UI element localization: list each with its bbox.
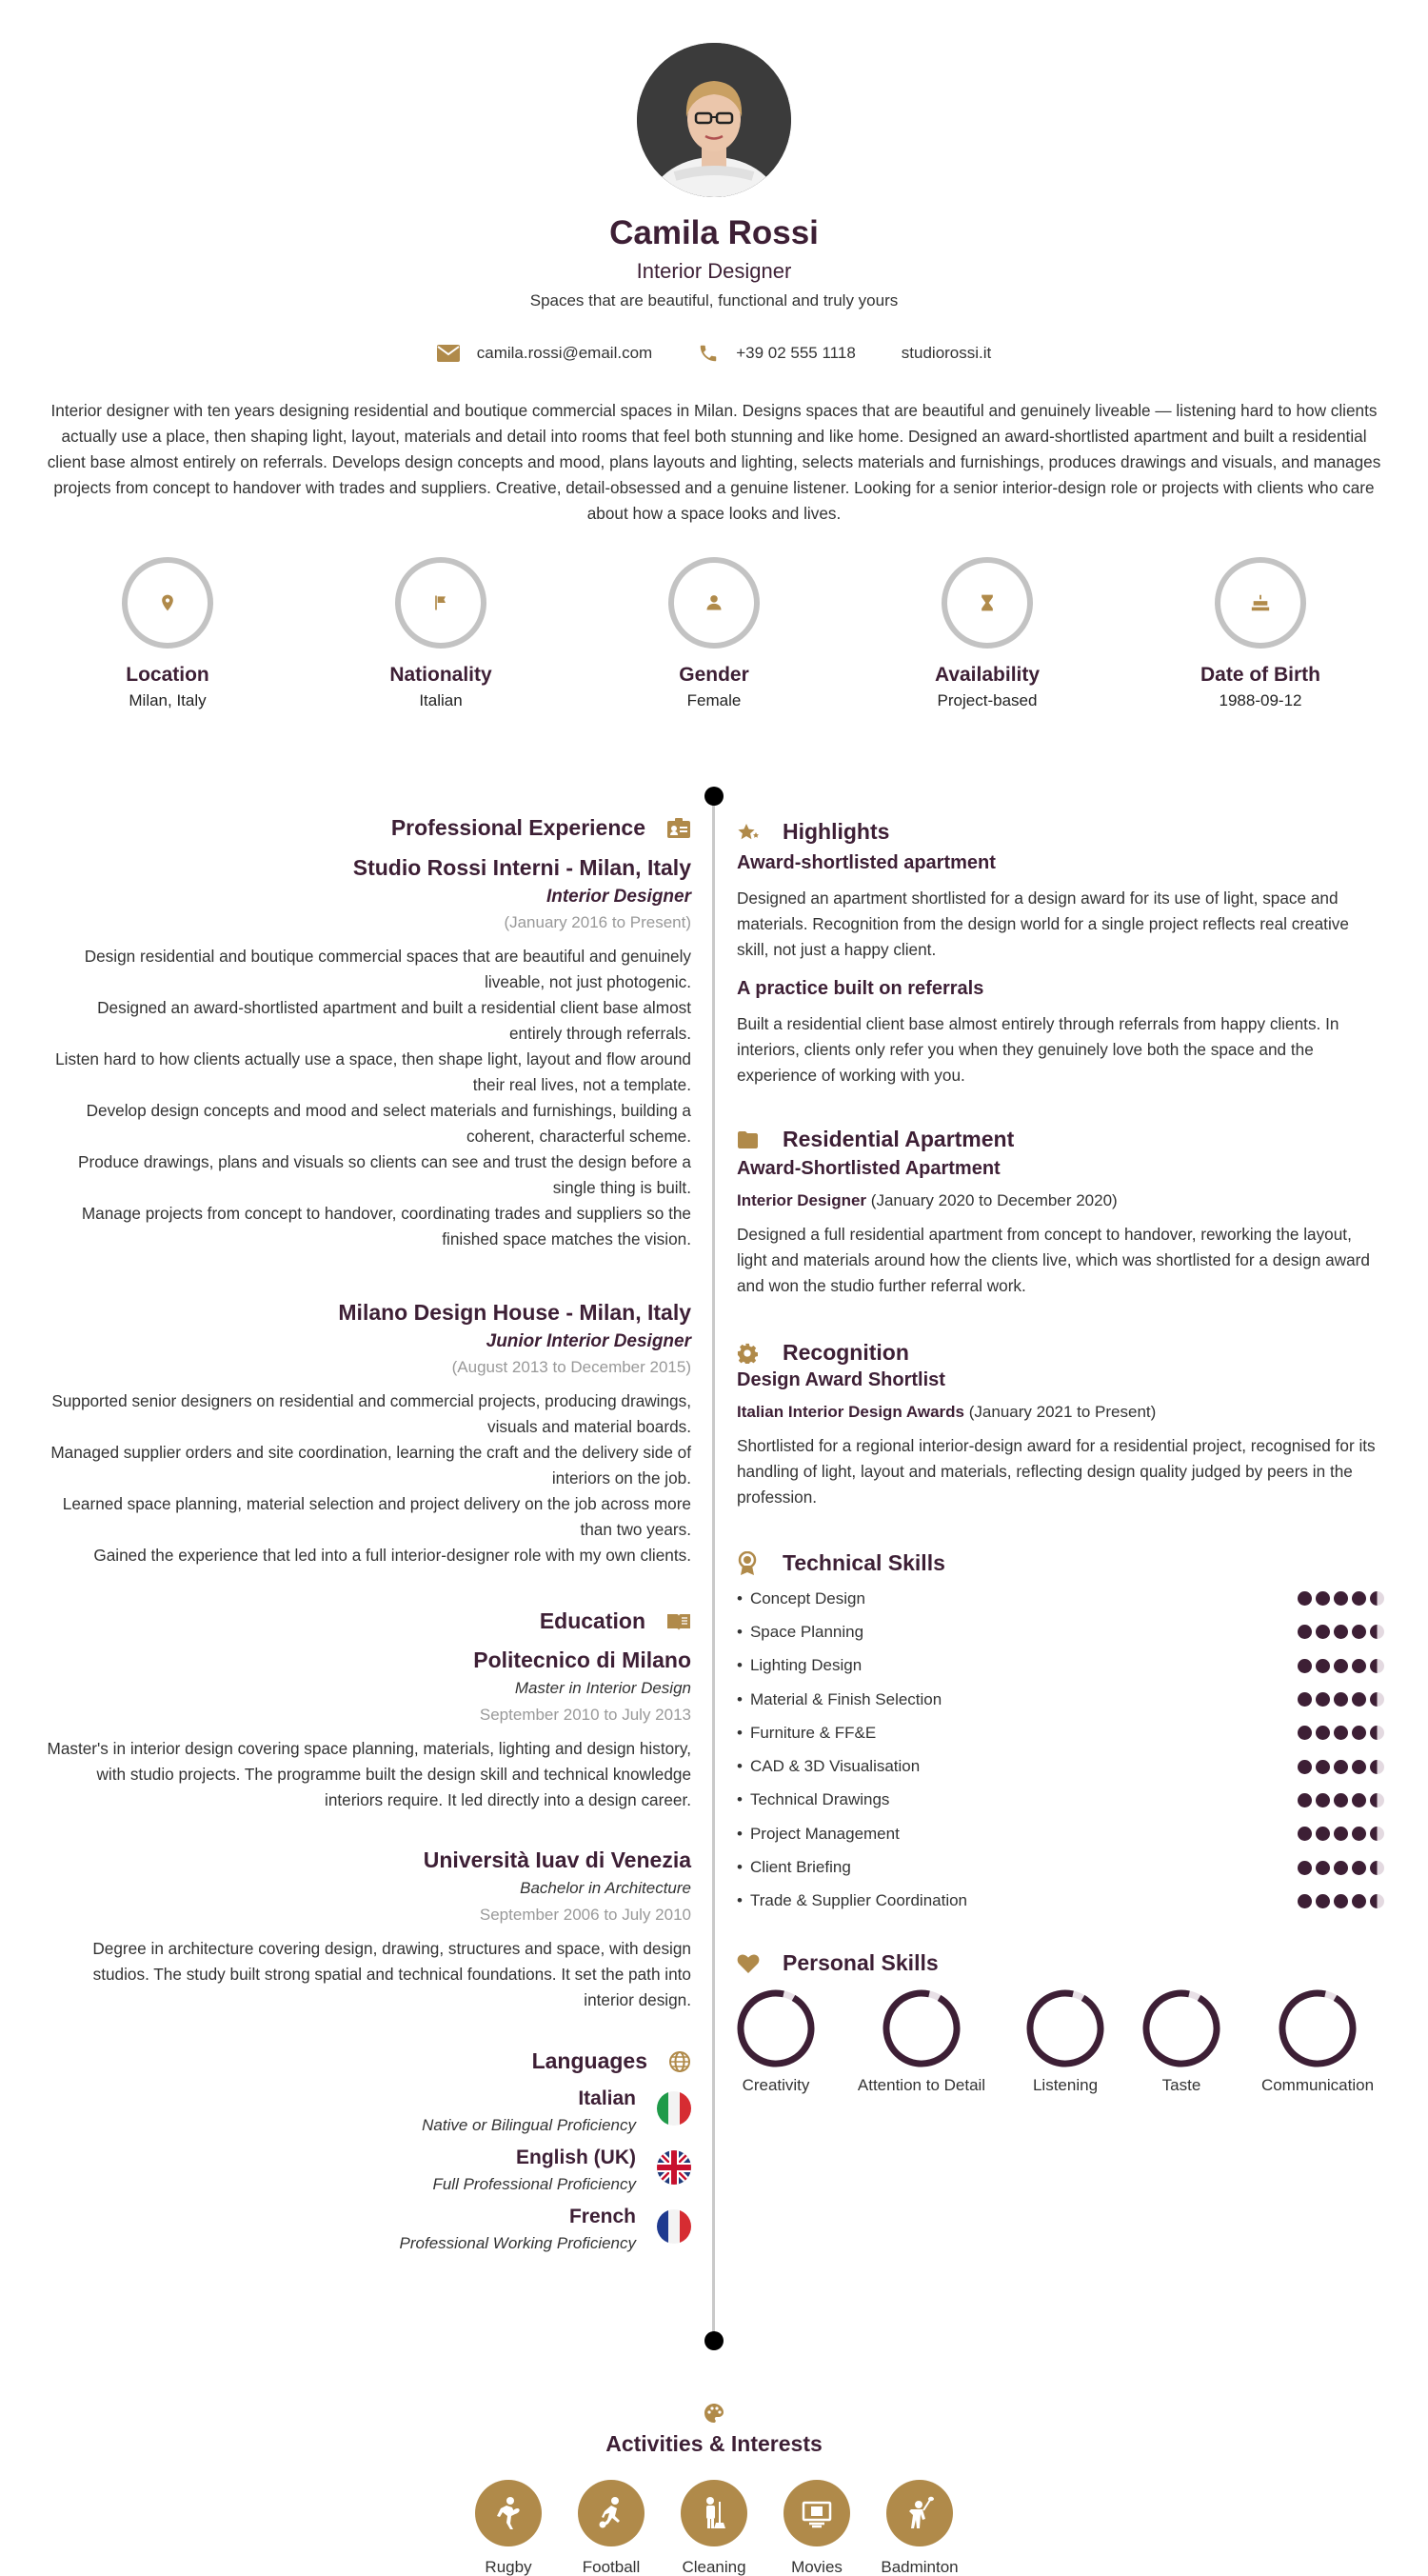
rating-dot (1334, 1625, 1348, 1639)
rating-dot (1370, 1692, 1384, 1707)
personal-skill-item (1241, 1988, 1394, 2095)
rating-dot (1334, 1894, 1348, 1908)
rating-dot (1298, 1827, 1312, 1841)
website-text[interactable]: studiorossi.it (901, 344, 992, 362)
info-label: Nationality (389, 664, 492, 686)
hourglass-icon (978, 592, 997, 613)
skill-row (737, 1649, 1384, 1683)
skill-rating (1294, 1760, 1384, 1774)
uk-flag-icon (657, 2150, 691, 2185)
email-text[interactable]: camila.rossi@email.com (476, 344, 653, 362)
rating-dot (1334, 1827, 1348, 1841)
rating-dot (1370, 1827, 1384, 1841)
info-label: Availability (934, 664, 1041, 686)
skill-ring (1141, 1988, 1221, 2068)
project-heading: Residential Apartment (737, 1127, 1384, 1152)
ring-progress (736, 1988, 816, 2068)
rugby-icon (489, 2494, 527, 2532)
skill-rating (1294, 1894, 1384, 1908)
highlight-title: A practice built on referrals (737, 978, 984, 999)
education-entry (42, 1647, 691, 1813)
skill-row (737, 1749, 1384, 1783)
info-value: Italian (419, 691, 463, 709)
project-title: Award-Shortlisted Apartment (737, 1158, 1001, 1179)
ring-progress (882, 1988, 962, 2068)
skill-name: • Technical Drawings (737, 1790, 889, 1809)
education-degree: Bachelor in Architecture (520, 1879, 691, 1897)
project-description: Designed a full residential apartment from concept to handover, reworking the layout, light and materials around how the clients live, which was shortlisted for a design award and won the studio further referral work. (737, 1225, 1370, 1295)
language-item (42, 2087, 691, 2135)
globe-icon (668, 2050, 691, 2073)
job-bullet: Produce drawings, plans and visuals so clients can see and trust the design before a single thing is built. (78, 1152, 691, 1197)
job-bullet: Managed supplier orders and site coordination, learning the craft and the delivery side of interiors on the job. (50, 1443, 691, 1488)
experience-section (42, 815, 691, 841)
skill-rating (1294, 1793, 1384, 1807)
tagline: Spaces that are beautiful, functional and truly yours (529, 291, 899, 310)
rating-dot (1370, 1760, 1384, 1774)
rating-dot (1298, 1793, 1312, 1807)
languages-section (42, 2048, 691, 2253)
rating-dot (1352, 1726, 1366, 1740)
skill-row (737, 1850, 1384, 1884)
profile-photo (637, 43, 791, 197)
job-bullet: Design residential and boutique commercial spaces that are beautiful and genuinely liveable, not just photogenic. (84, 947, 691, 991)
rating-dot (1370, 1894, 1384, 1908)
job-company: Studio Rossi Interni - Milan, Italy (352, 855, 691, 880)
job-dates: (January 2016 to Present) (504, 913, 691, 931)
job-bullet: Supported senior designers on residential and commercial projects, producing drawings, visuals and material boards. (51, 1391, 691, 1436)
sparkle-star-icon (737, 822, 760, 843)
technical-skills-heading: Technical Skills (737, 1550, 1384, 1576)
rating-dot (1316, 1894, 1330, 1908)
highlights-heading: Highlights (737, 819, 1384, 845)
rating-dot (1370, 1625, 1384, 1639)
education-school: Università Iuav di Venezia (423, 1847, 691, 1872)
language-name: Italian (578, 2087, 636, 2109)
skill-name: • Concept Design (737, 1589, 865, 1608)
skill-row (737, 1817, 1384, 1850)
project-role: Interior Designer (737, 1191, 867, 1209)
skill-rating (1294, 1591, 1384, 1606)
skill-name: • CAD & 3D Visualisation (737, 1757, 920, 1776)
recognition-meta (737, 1403, 1384, 1422)
timeline-line (712, 796, 715, 2341)
project-meta (737, 1191, 1384, 1210)
highlight-title: Award-shortlisted apartment (737, 852, 996, 873)
highlights-section (737, 819, 1384, 1088)
italy-flag-icon (657, 2091, 691, 2126)
flag-icon (431, 593, 450, 612)
skill-rating (1294, 1692, 1384, 1707)
skill-name: • Space Planning (737, 1623, 863, 1642)
rating-dot (1316, 1659, 1330, 1673)
language-name: French (568, 2206, 636, 2227)
activity-name: Movies (791, 2558, 843, 2576)
heart-icon (737, 1953, 760, 1974)
skill-row (737, 1885, 1384, 1918)
project-section (737, 1127, 1384, 1299)
cake-icon (1250, 592, 1271, 613)
job-role: Interior Designer (545, 887, 691, 907)
language-name: English (UK) (516, 2147, 636, 2168)
education-entry (42, 1847, 691, 2013)
recognition-heading: Recognition (737, 1340, 1384, 1366)
activity-name: Rugby (485, 2558, 532, 2576)
skill-name: • Project Management (737, 1825, 900, 1844)
highlight-text: Designed an apartment shortlisted for a design award for its use of light, space and materials. Recognition from the design world for a single project reflects real creative skill, not just a happy client. (737, 889, 1349, 959)
skill-ring (736, 1988, 816, 2068)
award-ribbon-icon (737, 1551, 758, 1576)
skill-name: • Client Briefing (737, 1858, 851, 1877)
info-label: Location (126, 664, 209, 686)
rating-dot (1298, 1861, 1312, 1875)
skill-row (737, 1582, 1384, 1615)
technical-skills-section (737, 1550, 1384, 1918)
skill-row (737, 1716, 1384, 1749)
rating-dot (1352, 1692, 1366, 1707)
education-section (42, 1608, 691, 1634)
ring-progress (1278, 1988, 1358, 2068)
info-value: Project-based (937, 691, 1038, 709)
rating-dot (1370, 1591, 1384, 1606)
book-icon (666, 1612, 691, 1631)
recognition-dates: (January 2021 to Present) (968, 1403, 1157, 1421)
activity-item (560, 2480, 663, 2576)
rating-dot (1316, 1692, 1330, 1707)
recognition-title: Design Award Shortlist (737, 1369, 945, 1390)
education-heading: Education (42, 1608, 691, 1634)
phone-icon (698, 343, 719, 364)
id-badge-icon (666, 818, 691, 839)
rating-dot (1298, 1760, 1312, 1774)
job-company: Milano Design House - Milan, Italy (338, 1300, 691, 1325)
rating-dot (1334, 1659, 1348, 1673)
recognition-section (737, 1340, 1384, 1510)
movies-icon (798, 2494, 836, 2532)
activities-heading: Activities & Interests (605, 2431, 823, 2456)
rating-dot (1298, 1625, 1312, 1639)
language-level: Professional Working Proficiency (399, 2234, 636, 2252)
skill-rating (1294, 1659, 1384, 1673)
badminton-icon (901, 2494, 939, 2532)
personal-skill-item (700, 1988, 852, 2095)
job-bullet: Designed an award-shortlisted apartment and built a residential client base almost entirely through referrals. (97, 998, 691, 1043)
project-dates: (January 2020 to December 2020) (870, 1191, 1118, 1209)
rating-dot (1316, 1760, 1330, 1774)
info-availability (883, 557, 1092, 710)
rating-dot (1316, 1861, 1330, 1875)
skill-row (737, 1683, 1384, 1716)
rating-dot (1334, 1692, 1348, 1707)
language-level: Full Professional Proficiency (432, 2175, 636, 2193)
skill-ring (1025, 1988, 1105, 2068)
personal-skill-item (845, 1988, 998, 2095)
gear-icon (737, 1343, 758, 1364)
activity-name: Badminton (881, 2558, 959, 2576)
candidate-name: Camila Rossi (609, 214, 819, 251)
info-value: Female (686, 691, 742, 709)
job-role: Junior Interior Designer (486, 1331, 691, 1351)
activity-item (457, 2480, 560, 2576)
activity-item (663, 2480, 765, 2576)
skill-rating (1294, 1726, 1384, 1740)
timeline-end-dot (704, 2331, 724, 2350)
rating-dot (1370, 1659, 1384, 1673)
skill-name: • Lighting Design (737, 1656, 862, 1675)
rating-dot (1316, 1827, 1330, 1841)
recognition-description: Shortlisted for a regional interior-design award for a residential project, recognised for its handling of light, layout and materials, reflecting design quality judged by peers in the profession. (737, 1436, 1376, 1507)
contact-bar (0, 343, 1428, 364)
education-dates: September 2010 to July 2013 (479, 1706, 691, 1724)
job-title: Interior Designer (636, 259, 792, 283)
skill-ring (1278, 1988, 1358, 2068)
rating-dot (1370, 1861, 1384, 1875)
rating-dot (1316, 1625, 1330, 1639)
rating-dot (1298, 1659, 1312, 1673)
info-gender (609, 557, 819, 710)
activity-item (868, 2480, 971, 2576)
rating-dot (1370, 1793, 1384, 1807)
skill-row (737, 1615, 1384, 1648)
rating-dot (1352, 1591, 1366, 1606)
personal-skill-item (1105, 1988, 1258, 2095)
education-school: Politecnico di Milano (473, 1647, 691, 1672)
football-icon (592, 2494, 630, 2532)
skill-name: • Material & Finish Selection (737, 1690, 942, 1709)
ring-progress (1141, 1988, 1221, 2068)
phone-text[interactable]: +39 02 555 1118 (736, 344, 856, 362)
highlight-text: Built a residential client base almost entirely through referrals from happy clients. In interiors, clients only refer you when they genuinely love both the space and the experience of working with you. (737, 1014, 1339, 1085)
education-description: Master's in interior design covering space planning, materials, lighting and design history, with studio projects. The programme built the design skill and technical knowledge interiors require. It led directly into a design career. (47, 1739, 691, 1809)
france-flag-icon (657, 2209, 691, 2244)
personal-skill-name: Creativity (742, 2076, 810, 2094)
phone-contact[interactable] (698, 343, 856, 364)
info-label: Gender (679, 664, 749, 686)
education-dates: September 2006 to July 2010 (479, 1906, 691, 1924)
folder-icon (737, 1130, 760, 1149)
rating-dot (1352, 1827, 1366, 1841)
info-location (63, 557, 272, 710)
rating-dot (1298, 1894, 1312, 1908)
personal-skill-name: Attention to Detail (857, 2076, 986, 2094)
language-level: Native or Bilingual Proficiency (422, 2116, 636, 2134)
personal-info-row (0, 557, 1428, 719)
profile-summary: Interior designer with ten years designing residential and boutique commercial spaces in Milan. Designs spaces that are beautiful and genuinely liveable — listening hard to how clients actually use a place, then shaping light, layout, materials and detail into rooms that feel both stunning and like home. Designed an award-shortlisted apartment and built a residential client base almost entirely on referrals. Develops design concepts and mood, plans layouts and lighting, selects materials and furnishings, produces drawings and visuals, and manages projects from concept to handover with trades and suppliers. Creative, detail-obsessed and a genuine listener. Looking for a senior interior-design role or projects with clients who care about how a space looks and lives. (47, 401, 1381, 523)
email-contact[interactable] (437, 344, 652, 363)
rating-dot (1370, 1726, 1384, 1740)
rating-dot (1298, 1591, 1312, 1606)
languages-heading: Languages (42, 2048, 691, 2074)
language-item (42, 2147, 691, 2194)
rating-dot (1352, 1861, 1366, 1875)
skill-rating (1294, 1625, 1384, 1639)
rating-dot (1352, 1793, 1366, 1807)
info-label: Date of Birth (1200, 664, 1320, 686)
ring-progress (1025, 1988, 1105, 2068)
personal-skill-name: Taste (1161, 2076, 1201, 2094)
rating-dot (1352, 1659, 1366, 1673)
education-description: Degree in architecture covering design, drawing, structures and space, with design studios. The study built strong spatial and technical foundations. It set the path into interior design. (92, 1939, 691, 2009)
rating-dot (1316, 1591, 1330, 1606)
personal-skill-name: Listening (1032, 2076, 1099, 2094)
activity-name: Football (582, 2558, 641, 2576)
cleaning-icon (695, 2494, 733, 2532)
person-icon (704, 593, 724, 612)
rating-dot (1298, 1692, 1312, 1707)
job-bullet: Listen hard to how clients actually use a space, then shape light, layout and flow around their real lives, not a template. (55, 1049, 691, 1094)
skill-row (737, 1784, 1384, 1817)
rating-dot (1334, 1760, 1348, 1774)
personal-skills-section (737, 1950, 1384, 1976)
education-degree: Master in Interior Design (514, 1679, 691, 1697)
envelope-icon (437, 345, 460, 362)
rating-dot (1316, 1726, 1330, 1740)
website-contact[interactable] (902, 344, 991, 363)
experience-heading: Professional Experience (42, 815, 691, 841)
skill-ring (882, 1988, 962, 2068)
palette-icon (703, 2402, 725, 2429)
activity-item (765, 2480, 868, 2576)
activity-name: Cleaning (682, 2558, 746, 2576)
job-entry (42, 855, 691, 1252)
rating-dot (1298, 1726, 1312, 1740)
rating-dot (1352, 1760, 1366, 1774)
rating-dot (1334, 1726, 1348, 1740)
rating-dot (1334, 1861, 1348, 1875)
info-value: 1988-09-12 (1219, 691, 1302, 709)
job-bullet: Gained the experience that led into a full interior-designer role with my own clients. (93, 1546, 691, 1565)
skill-rating (1294, 1827, 1384, 1841)
recognition-org: Italian Interior Design Awards (737, 1403, 965, 1421)
job-bullet: Manage projects from concept to handover, coordinating trades and suppliers so the finished space matches the vision. (81, 1204, 691, 1248)
rating-dot (1316, 1793, 1330, 1807)
job-dates: (August 2013 to December 2015) (451, 1358, 691, 1376)
personal-skill-name: Communication (1260, 2076, 1375, 2094)
job-entry (42, 1300, 691, 1568)
job-bullet: Develop design concepts and mood and select materials and furnishings, building a coherent, characterful scheme. (86, 1101, 691, 1146)
rating-dot (1352, 1894, 1366, 1908)
job-bullet: Learned space planning, material selection and project delivery on the job across more than two years. (62, 1494, 691, 1539)
rating-dot (1334, 1793, 1348, 1807)
info-birth-date (1156, 557, 1365, 710)
skill-rating (1294, 1861, 1384, 1875)
info-value: Milan, Italy (129, 691, 207, 709)
timeline-start-dot (704, 787, 724, 806)
skill-name: • Furniture & FF&E (737, 1724, 876, 1743)
language-item (42, 2206, 691, 2253)
map-pin-icon (158, 592, 177, 613)
rating-dot (1352, 1625, 1366, 1639)
rating-dot (1334, 1591, 1348, 1606)
skill-name: • Trade & Supplier Coordination (737, 1891, 967, 1910)
personal-skills-heading: Personal Skills (737, 1950, 1384, 1976)
info-nationality (336, 557, 545, 710)
